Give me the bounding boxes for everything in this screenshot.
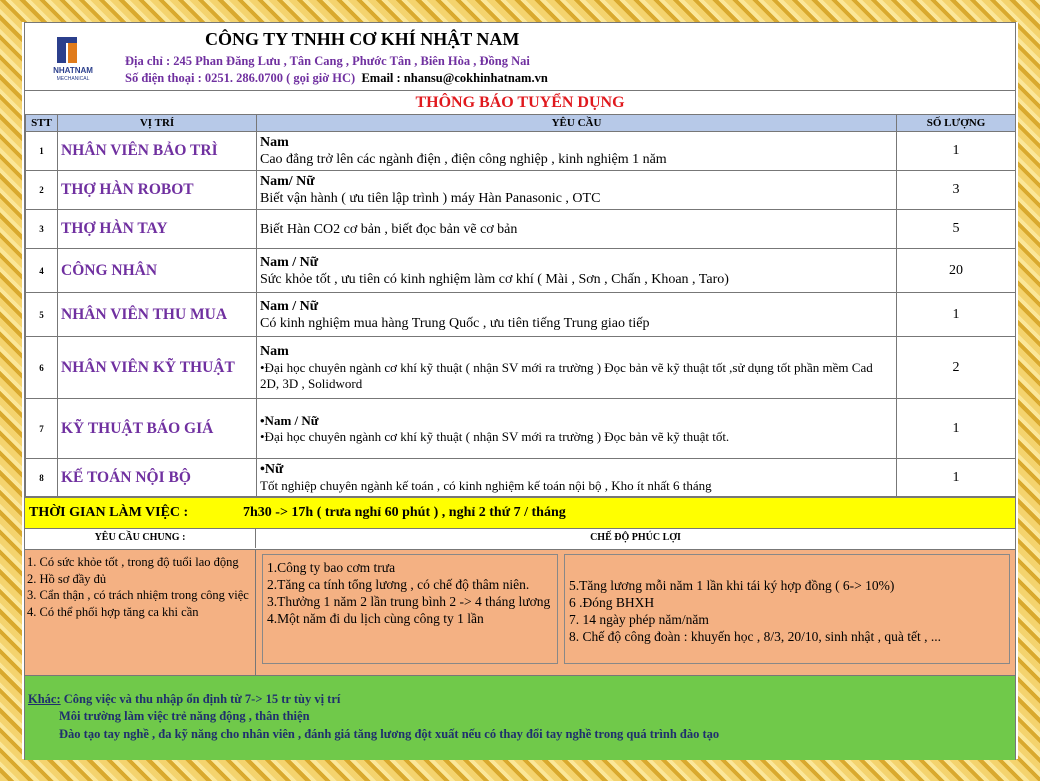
job-detail: Tốt nghiệp chuyên ngành kế toán , có kinh nghiệm kế toán nội bộ , Kho ít nhất 6 tháng (260, 478, 712, 493)
general-list (27, 554, 253, 620)
job-gender: Nam (260, 344, 289, 359)
job-position: THỢ HÀN TAY (58, 210, 257, 249)
job-gender: •Nữ (260, 462, 284, 477)
job-quantity: 3 (897, 171, 1016, 210)
job-detail: •Đại học chuyên ngành cơ khí kỹ thuật ( nhận SV mới ra trường ) Đọc bản vẽ kỹ thuật tốt ,sử dụng tốt phần mềm Cad 2D, 3D , Solidword (260, 360, 873, 391)
list-item: 3.Thưởng 1 năm 2 lần trung bình 2 -> 4 tháng lương (267, 594, 551, 609)
company-logo (41, 35, 105, 83)
other-key: Khác: (28, 692, 61, 706)
table-row (26, 459, 1016, 497)
job-detail: Biết Hàn CO2 cơ bản , biết đọc bản vẽ cơ bản (260, 221, 518, 237)
list-item: 5.Tăng lương mỗi năm 1 lần khi tái ký hợp đồng ( 6-> 10%) (569, 578, 895, 593)
list-item: 4. Có thể phối hợp tăng ca khi cần (27, 604, 199, 619)
col-position: VỊ TRÍ (58, 115, 257, 132)
job-quantity: 1 (897, 399, 1016, 459)
col-requirement: YÊU CẦU (257, 115, 897, 132)
benefits-box-1 (262, 554, 558, 664)
job-stt: 6 (26, 337, 58, 399)
job-gender: Nam / Nữ (260, 298, 319, 314)
table-row (26, 171, 1016, 210)
job-stt: 2 (26, 171, 58, 210)
job-position: NHÂN VIÊN BẢO TRÌ (58, 132, 257, 171)
table-row (26, 337, 1016, 399)
job-detail: Biết vận hành ( ưu tiên lập trình ) máy Hàn Panasonic , OTC (260, 191, 601, 206)
job-requirement (257, 210, 897, 249)
company-address: Địa chỉ : 245 Phan Đăng Lưu , Tân Cang , Phước Tân , Biên Hòa , Đồng Nai (125, 54, 530, 68)
job-requirement (257, 399, 897, 459)
work-time-label: THỜI GIAN LÀM VIỆC : (29, 505, 189, 520)
list-item: 3. Cẩn thận , có trách nhiệm trong công việc (27, 588, 249, 602)
job-position: NHÂN VIÊN THU MUA (58, 293, 257, 337)
benefits-heading: CHẾ ĐỘ PHÚC LỢI (590, 532, 681, 543)
job-gender: •Nam / Nữ (260, 412, 319, 428)
job-requirement (257, 293, 897, 337)
job-stt: 3 (26, 210, 58, 249)
table-row (26, 132, 1016, 171)
job-stt: 8 (26, 459, 58, 497)
job-position: THỢ HÀN ROBOT (58, 171, 257, 210)
job-quantity: 2 (897, 337, 1016, 399)
table-row (26, 293, 1016, 337)
list-item: 8. Chế độ công đoàn : khuyến học , 8/3, 20/10, sinh nhật , quà tết , ... (569, 629, 941, 644)
table-row (26, 210, 1016, 249)
list-item: 7. 14 ngày phép năm/năm (569, 612, 709, 627)
job-quantity: 1 (897, 293, 1016, 337)
job-position: NHÂN VIÊN KỸ THUẬT (58, 337, 257, 399)
job-gender: Nam (260, 135, 289, 150)
job-detail: •Đại học chuyên ngành cơ khí kỹ thuật ( nhận SV mới ra trường ) Đọc bản vẽ kỹ thuật tốt. (260, 428, 730, 444)
table-header-row (26, 115, 1016, 132)
col-stt: STT (26, 115, 58, 132)
other-line-3: Đào tạo tay nghề , đa kỹ năng cho nhân viên , đánh giá tăng lương đột xuất nếu có thay đổi tay nghề trong quá trình đào tạo (59, 727, 720, 741)
job-requirement (257, 132, 897, 171)
svg-text:NHATNAM: NHATNAM (53, 66, 93, 75)
job-detail: Có kinh nghiệm mua hàng Trung Quốc , ưu tiên tiếng Trung giao tiếp (260, 315, 650, 331)
company-contact (125, 71, 548, 86)
benefits-box-2 (564, 554, 1010, 664)
general-heading: YÊU CẦU CHUNG : (25, 528, 256, 548)
bottom-headings (25, 528, 1015, 548)
job-quantity: 20 (897, 249, 1016, 293)
job-position: CÔNG NHÂN (58, 249, 257, 293)
recruitment-sheet (24, 22, 1016, 760)
job-stt: 4 (26, 249, 58, 293)
list-item: 2. Hồ sơ đầy đủ (27, 571, 107, 586)
job-stt: 1 (26, 132, 58, 171)
company-phone: Số điện thoại : 0251. 286.0700 ( gọi giờ HC) (125, 71, 356, 85)
other-section (25, 675, 1015, 760)
list-item: 4.Một năm đi du lịch cùng công ty 1 lần (267, 611, 484, 626)
other-line-1 (28, 692, 340, 707)
job-gender: Nam / Nữ (260, 254, 319, 270)
list-item: 6 .Đóng BHXH (569, 595, 655, 610)
table-row (26, 249, 1016, 293)
general-requirements-panel (25, 549, 256, 675)
job-requirement (257, 337, 897, 399)
list-item: 2.Tăng ca tính tổng lương , có chế độ thâm niên. (267, 577, 530, 592)
jobs-table (25, 114, 1016, 497)
benefits-panel (256, 549, 1015, 675)
job-position: KỸ THUẬT BÁO GIÁ (58, 399, 257, 459)
list-item: 1. Có sức khỏe tốt , trong độ tuổi lao động (27, 555, 239, 569)
job-position: KẾ TOÁN NỘI BỘ (58, 459, 257, 497)
job-gender: Nam/ Nữ (260, 174, 315, 189)
col-quantity: SỐ LƯỢNG (897, 115, 1016, 132)
job-requirement (257, 459, 897, 497)
company-email: Email : nhansu@cokhinhatnam.vn (361, 71, 548, 85)
job-quantity: 1 (897, 132, 1016, 171)
work-time-bar (25, 497, 1015, 529)
job-detail: Sức khỏe tốt , ưu tiên có kinh nghiệm làm cơ khí ( Mài , Sơn , Chấn , Khoan , Taro) (260, 271, 729, 287)
table-row (26, 399, 1016, 459)
job-quantity: 1 (897, 459, 1016, 497)
company-header (25, 23, 1015, 89)
job-requirement (257, 249, 897, 293)
company-name: CÔNG TY TNHH CƠ KHÍ NHẬT NAM (205, 29, 520, 49)
job-stt: 7 (26, 399, 58, 459)
job-quantity: 5 (897, 210, 1016, 249)
work-time-value: 7h30 -> 17h ( trưa nghỉ 60 phút ) , nghỉ 2 thứ 7 / tháng (243, 505, 566, 520)
job-requirement (257, 171, 897, 210)
other-text: Công việc và thu nhập ổn định từ 7-> 15 tr tùy vị trí (60, 692, 341, 706)
other-line-2: Môi trường làm việc trẻ năng động , thân thiện (59, 709, 310, 723)
job-stt: 5 (26, 293, 58, 337)
list-item: 1.Công ty bao cơm trưa (267, 560, 396, 575)
job-detail: Cao đẳng trở lên các ngành điện , điện công nghiệp , kinh nghiệm 1 năm (260, 152, 667, 167)
notice-title: THÔNG BÁO TUYỂN DỤNG (25, 90, 1015, 115)
svg-text:MECHANICAL: MECHANICAL (56, 76, 90, 82)
